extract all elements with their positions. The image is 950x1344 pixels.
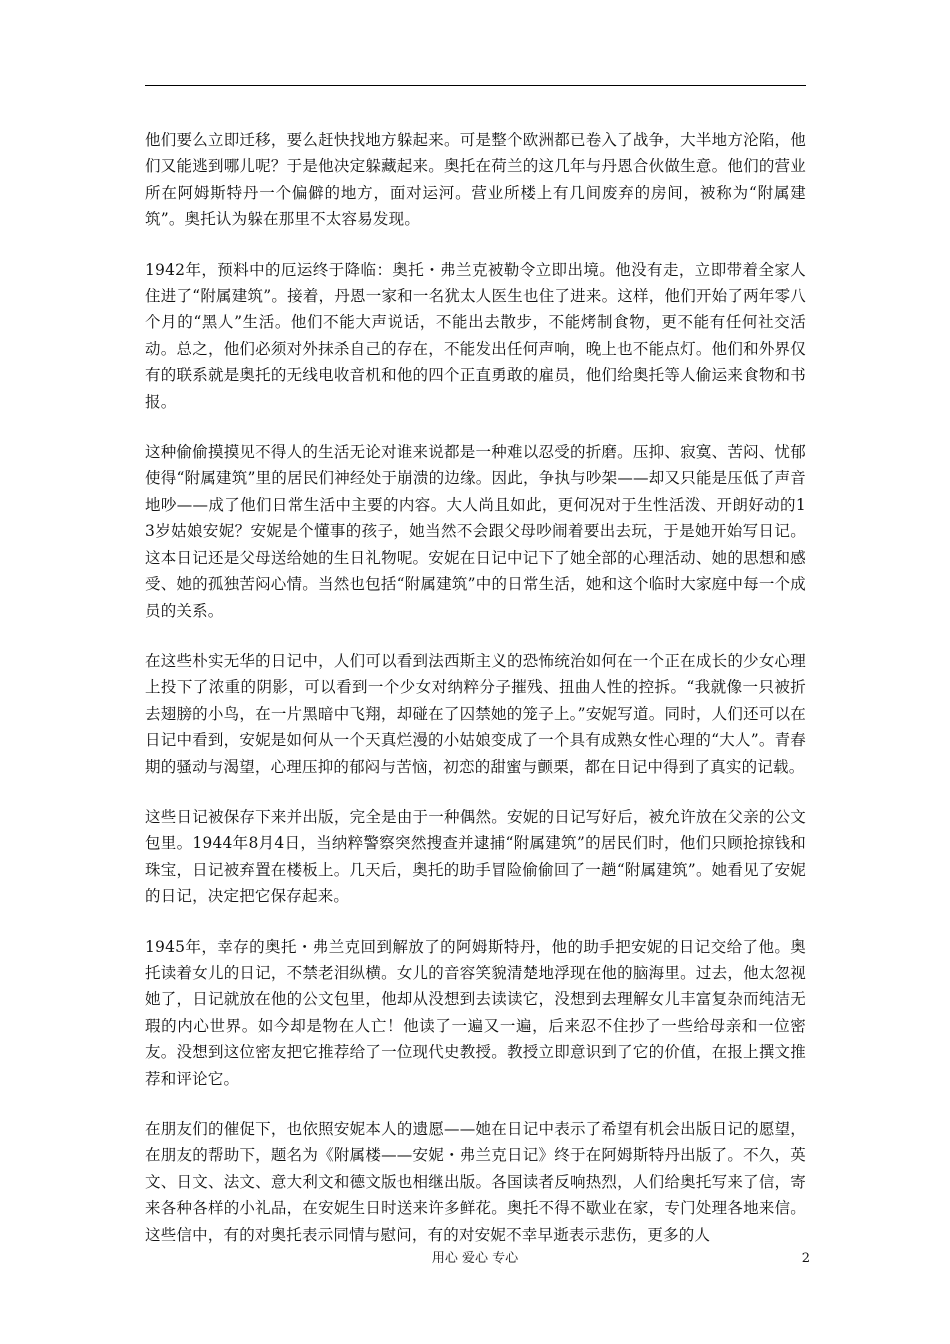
- paragraph-5: 这些日记被保存下来并出版，完全是由于一种偶然。安妮的日记写好后，被允许放在父亲的公文包里。1944年8月4日，当纳粹警察突然搜查并逮捕“附属建筑”的居民们时，他们只顾抢掠钱和珠宝，日记被弃置在楼板上。几天后，奥托的助手冒险偷偷回了一趟“附属建筑”。她看见了安妮的日记，决定把它保存起来。: [145, 807, 806, 906]
- document-body: [145, 127, 806, 1272]
- header-rule: [145, 85, 806, 86]
- paragraph-3: 这种偷偷摸摸见不得人的生活无论对谁来说都是一种难以忍受的折磨。压抑、寂寞、苦闷、忧郁使得“附属建筑”里的居民们神经处于崩溃的边缘。因此，争执与吵架——却又只能是压低了声音地吵——成了他们日常生活中主要的内容。大人尚且如此，更何况对于生性活泼、开朗好动的13岁姑娘安妮？安妮是个懂事的孩子，她当然不会跟父母吵闹着要出去玩，于是她开始写日记。这本日记还是父母送给她的生日礼物呢。安妮在日记中记下了她全部的心理活动、她的思想和感受、她的孤独苦闷心情。当然也包括“附属建筑”中的日常生活，她和这个临时大家庭中每一个成员的关系。: [145, 443, 806, 620]
- paragraph-7: 在朋友们的催促下，也依照安妮本人的遗愿——她在日记中表示了希望有机会出版日记的愿望，在朋友的帮助下，题名为《附属楼——安妮・弗兰克日记》终于在阿姆斯特丹出版了。不久，英文、日文、法文、意大利文和德文版也相继出版。各国读者反响热烈，人们给奥托写来了信，寄来各种各样的小礼品，在安妮生日时送来许多鲜花。奥托不得不歇业在家，专门处理各地来信。这些信中，有的对奥托表示同情与慰问，有的对安妮不幸早逝表示悲伤，更多的人: [145, 1120, 806, 1244]
- paragraph-4: 在这些朴实无华的日记中，人们可以看到法西斯主义的恐怖统治如何在一个正在成长的少女心理上投下了浓重的阴影，可以看到一个少女对纳粹分子摧残、扭曲人性的控拆。“我就像一只被折去翅膀的小鸟，在一片黑暗中飞翔，却碰在了囚禁她的笼子上。”安妮写道。同时，人们还可以在日记中看到，安妮是如何从一个天真烂漫的小姑娘变成了一个具有成熟女性心理的“大人”。青春期的骚动与渴望，心理压抑的郁闷与苦恼，初恋的甜蜜与颤栗，都在日记中得到了真实的记载。: [145, 651, 806, 776]
- paragraph-1: 他们要么立即迁移，要么赶快找地方躲起来。可是整个欧洲都已卷入了战争，大半地方沦陷，他们又能逃到哪儿呢？于是他决定躲藏起来。奥托在荷兰的这几年与丹恩合伙做生意。他们的营业所在阿姆斯特丹一个偏僻的地方，面对运河。营业所楼上有几间废弃的房间，被称为“附属建筑”。奥托认为躲在那里不太容易发现。: [145, 131, 806, 229]
- page-number: 2: [801, 1251, 810, 1266]
- paragraph-2: 1942年，预料中的厄运终于降临：奥托・弗兰克被勒令立即出境。他没有走，立即带着全家人住进了“附属建筑”。接着，丹恩一家和一名犹太人医生也住了进来。这样，他们开始了两年零八个月的“黑人”生活。他们不能大声说话，不能出去散步，不能烤制食物，更不能有任何社交活动。总之，他们必须对外抹杀自己的存在，不能发出任何声响，晚上也不能点灯。他们和外界仅有的联系就是奥托的无线电收音机和他的四个正直勇敢的雇员，他们给奥托等人偷运来食物和书报。: [145, 260, 806, 411]
- footer-motto: 用心 爱心 专心: [431, 1251, 519, 1266]
- paragraph-6: 1945年，幸存的奥托・弗兰克回到解放了的阿姆斯特丹，他的助手把安妮的日记交给了他。奥托读着女儿的日记，不禁老泪纵横。女儿的音容笑貌清楚地浮现在他的脑海里。过去，他太忽视她了，日记就放在他的公文包里，他却从没想到去读读它，没想到去理解女儿丰富复杂而纯洁无瑕的内心世界。如今却是物在人亡！他读了一遍又一遍，后来忍不住抄了一些给母亲和一位密友。没想到这位密友把它推荐给了一位现代史教授。教授立即意识到了它的价值，在报上撰文推荐和评论它。: [145, 937, 806, 1088]
